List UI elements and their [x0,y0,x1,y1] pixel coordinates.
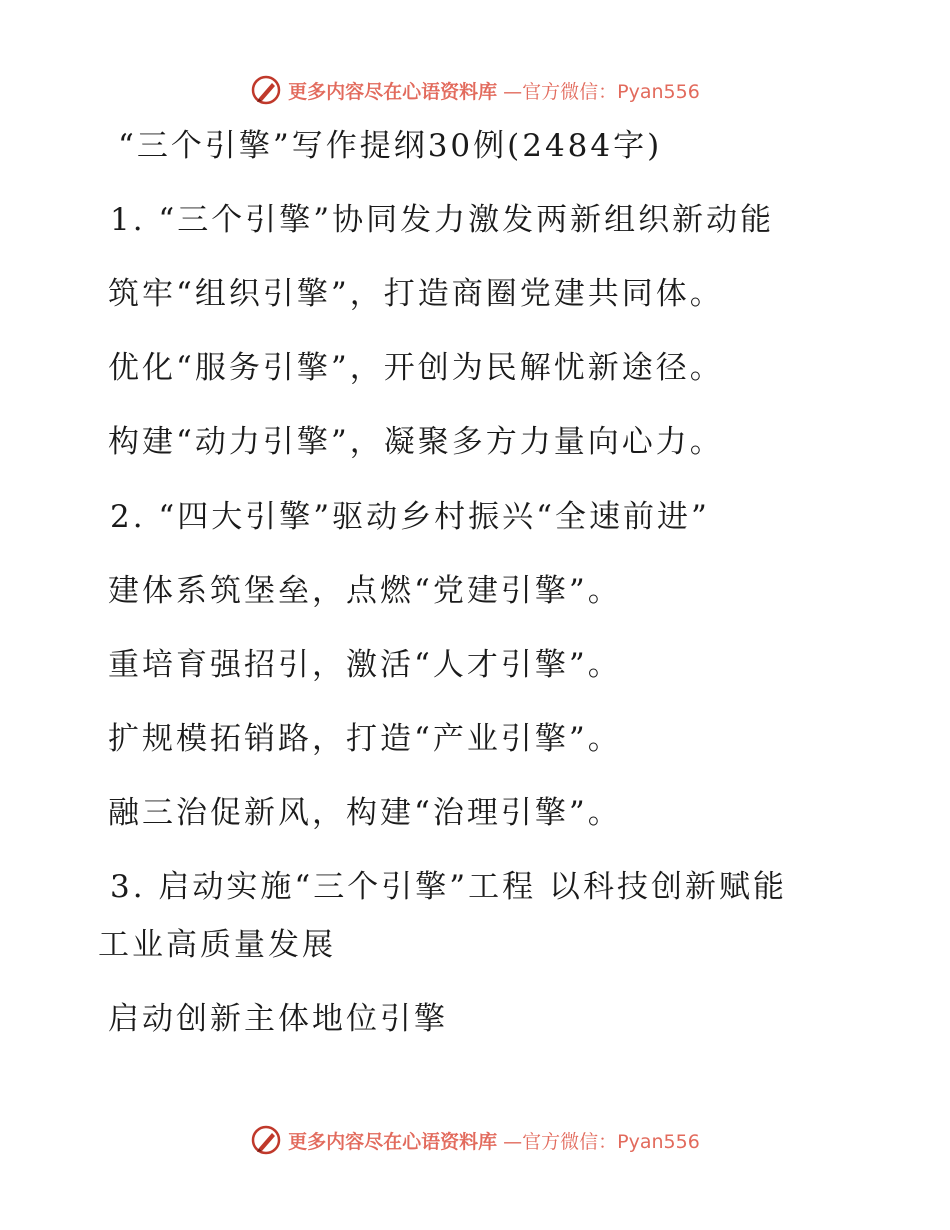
outline-heading-1: 1. “三个引擎”协同发力激发两新组织新动能 [110,202,775,238]
outline-point: 筑牢“组织引擎”，打造商圈党建共同体。 [108,276,724,312]
outline-heading-3-continued: 工业高质量发展 [98,927,336,963]
watermark-banner-bottom [0,1120,950,1160]
outline-point: 扩规模拓销路，打造“产业引擎”。 [108,721,622,757]
watermark-text: 更多内容尽在心语资料库 [288,80,498,103]
watermark-wechat: —官方微信：Pyan556 [503,80,700,103]
watermark-text: 更多内容尽在心语资料库 [288,1130,498,1153]
outline-point: 启动创新主体地位引擎 [108,1001,448,1037]
outline-point: 融三治促新风，构建“治理引擎”。 [108,795,622,831]
document-title: “三个引擎”写作提纲30例(2484字) [118,128,663,164]
outline-point: 构建“动力引擎”，凝聚多方力量向心力。 [108,424,724,460]
outline-point: 重培育强招引，激活“人才引擎”。 [108,647,622,683]
pen-logo-icon [250,1124,282,1156]
outline-point: 建体系筑堡垒，点燃“党建引擎”。 [108,573,622,609]
pen-logo-icon [250,74,282,106]
outline-point: 优化“服务引擎”，开创为民解忧新途径。 [108,350,724,386]
watermark-wechat: —官方微信：Pyan556 [503,1130,700,1153]
outline-heading-2: 2. “四大引擎”驱动乡村振兴“全速前进” [110,499,710,535]
outline-heading-3: 3. 启动实施“三个引擎”工程 以科技创新赋能 [110,869,787,905]
watermark-banner-top [0,70,950,110]
